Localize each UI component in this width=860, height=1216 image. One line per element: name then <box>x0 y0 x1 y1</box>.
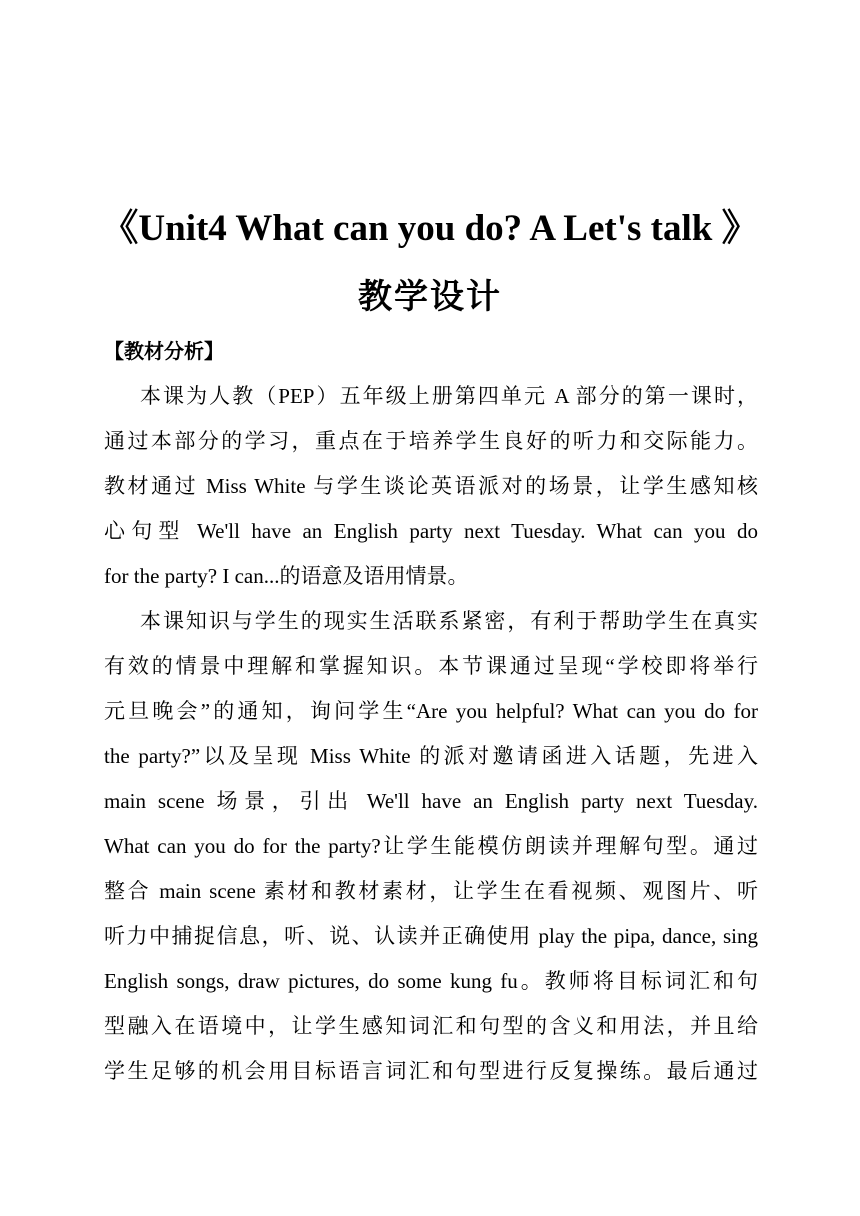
document-title-chinese: 教学设计 <box>358 277 502 317</box>
paragraph-2-line-1: 本课知识与学生的现实生活联系紧密，有利于帮助学生在真实 <box>140 609 758 633</box>
paragraph-1-line-3: 教材通过 Miss White 与学生谈论英语派对的场景，让学生感知核 <box>104 474 758 498</box>
paragraph-2-line-10: 型融入在语境中，让学生感知词汇和句型的含义和用法，并且给 <box>104 1014 758 1038</box>
section-heading-textbook-analysis: 【教材分析】 <box>104 339 224 363</box>
paragraph-1-line-4: 心句型 We'll have an English party next Tuesday. What can you do <box>104 519 758 543</box>
paragraph-2-line-6: What can you do for the party?让学生能模仿朗读并理解句型。通过 <box>104 834 758 858</box>
document-title-english: 《Unit4 What can you do? A Let's talk 》 <box>101 208 759 249</box>
paragraph-2-line-4: the party?”以及呈现 Miss White 的派对邀请函进入话题，先进入 <box>104 744 758 768</box>
paragraph-2-line-7: 整合 main scene 素材和教材素材，让学生在看视频、观图片、听 <box>104 879 758 903</box>
paragraph-2-line-2: 有效的情景中理解和掌握知识。本节课通过呈现“学校即将举行 <box>104 654 758 678</box>
paragraph-1-line-1: 本课为人教（PEP）五年级上册第四单元 A 部分的第一课时， <box>140 384 758 408</box>
paragraph-2-line-5: main scene 场景，引出 We'll have an English party next Tuesday. <box>104 789 758 813</box>
paragraph-2-line-11: 学生足够的机会用目标语言词汇和句型进行反复操练。最后通过 <box>104 1059 758 1083</box>
paragraph-2-line-9: English songs, draw pictures, do some kung fu。教师将目标词汇和句 <box>104 969 758 993</box>
paragraph-1-line-5: for the party? I can...的语意及语用情景。 <box>104 564 469 588</box>
paragraph-1-line-2: 通过本部分的学习，重点在于培养学生良好的听力和交际能力。 <box>104 429 758 453</box>
paragraph-2-line-8: 听力中捕捉信息，听、说、认读并正确使用 play the pipa, dance, sing <box>104 924 758 948</box>
paragraph-2-line-3: 元旦晚会”的通知，询问学生“Are you helpful? What can you do for <box>104 699 758 723</box>
